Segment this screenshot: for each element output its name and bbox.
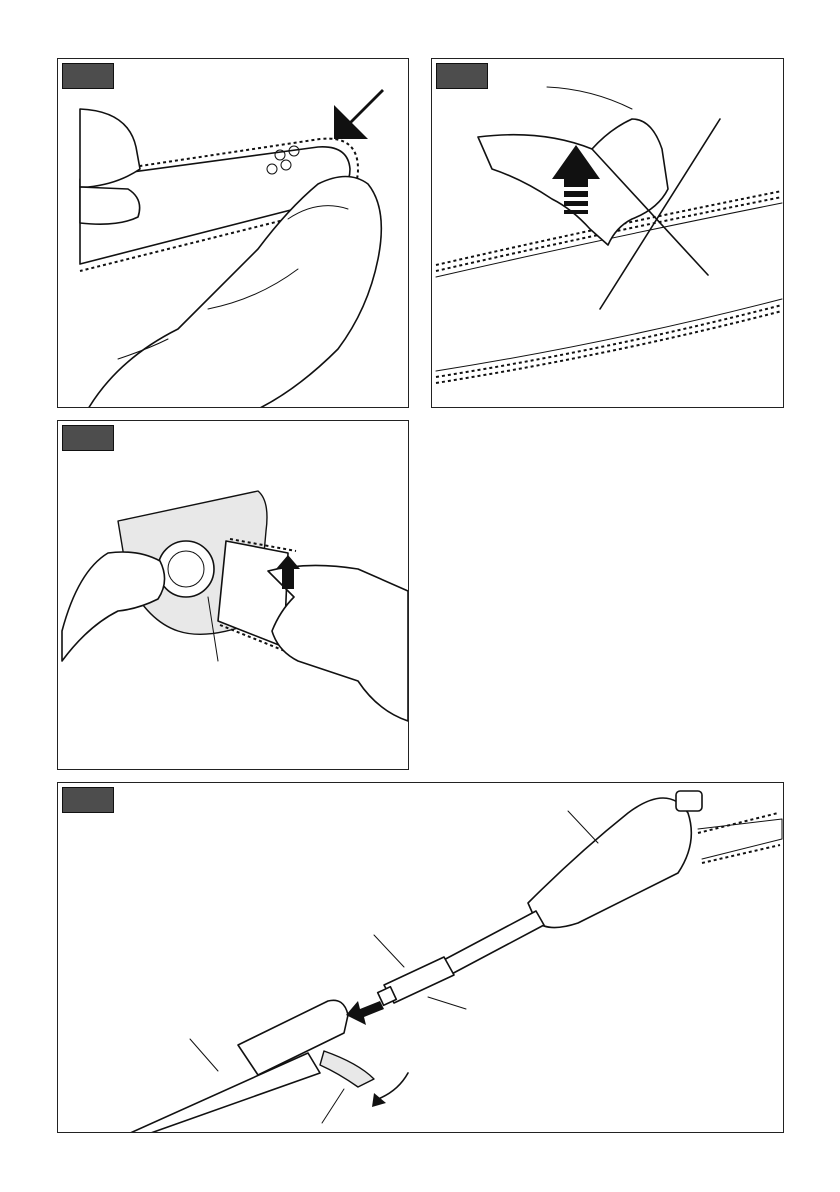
figure-panel-b (431, 58, 784, 408)
side-cover-illustration (58, 421, 409, 770)
insert-arrow-icon (346, 1001, 384, 1025)
figure-panel-a (57, 58, 409, 408)
figure-panel-d (57, 782, 784, 1133)
chainsaw-bar-illustration (58, 59, 409, 408)
pole-saw-assembly-illustration (58, 783, 784, 1133)
figure-panel-c (57, 420, 409, 770)
rotate-arrow-icon (372, 1073, 408, 1107)
chain-lift-illustration (432, 59, 784, 408)
push-arrow-icon (334, 89, 384, 139)
